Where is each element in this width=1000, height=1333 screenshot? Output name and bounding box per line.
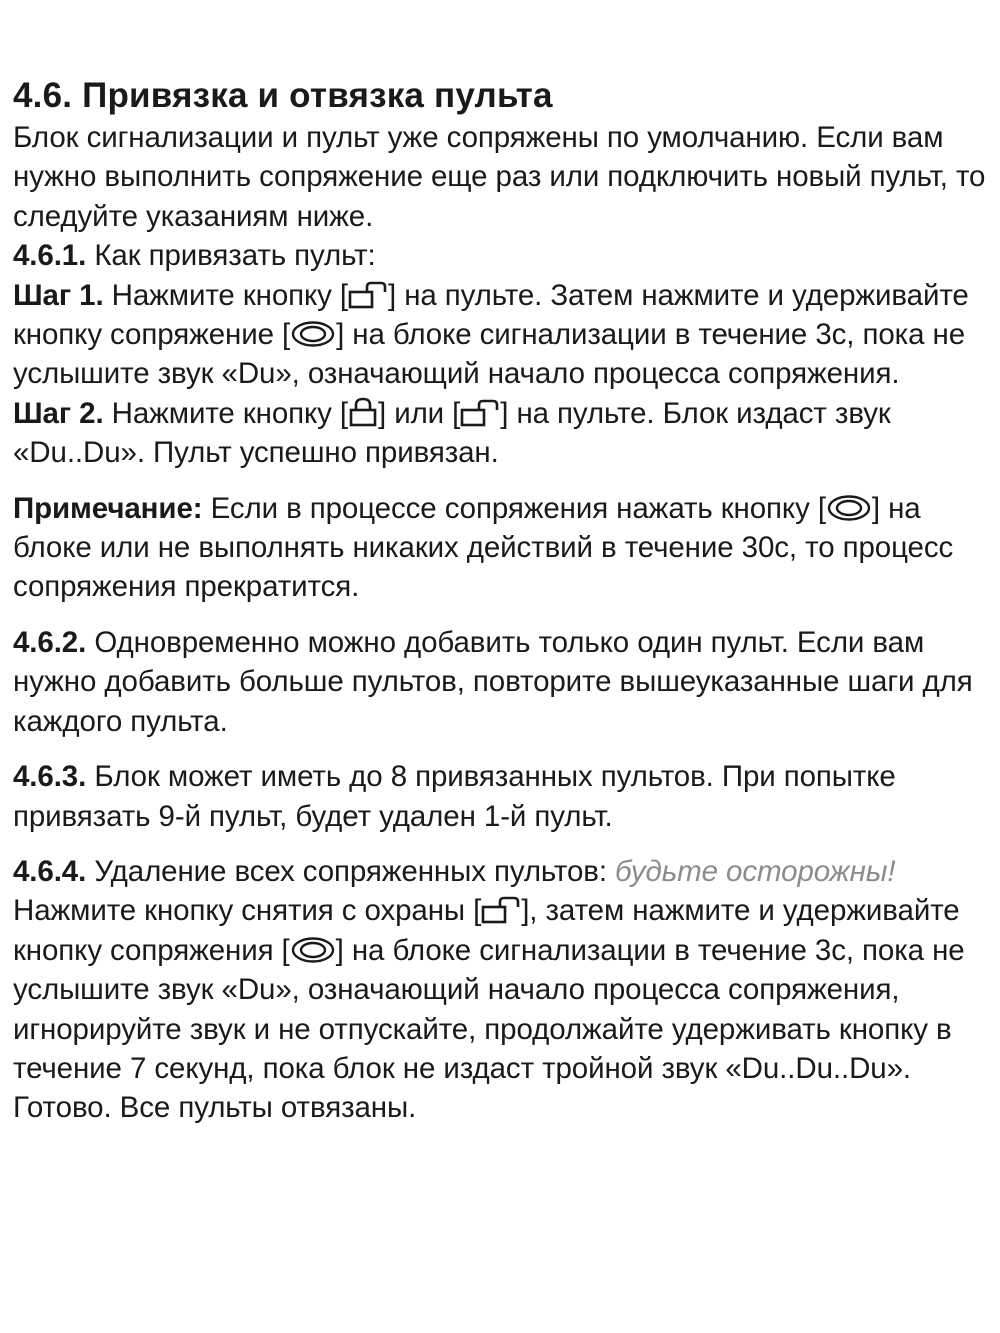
pair-button-icon bbox=[290, 936, 336, 964]
step-text: ] на блоке сигнализации в течение 3с, пока не услышите звук «Du», означающий начало процесса сопряжения. bbox=[13, 318, 966, 391]
unlock-icon bbox=[460, 399, 500, 427]
step-label: Шаг 1. bbox=[13, 278, 104, 312]
note-text: Если в процессе сопряжения нажать кнопку [ bbox=[202, 491, 826, 525]
pair-button-icon bbox=[290, 320, 336, 348]
subsection-number: 4.6.3. bbox=[13, 760, 87, 794]
section-intro: Блок сигнализации и пульт уже сопряжены по умолчанию. Если вам нужно выполнить сопряжение еще раз или подключить новый пульт, то следуйте указаниям ниже. bbox=[13, 121, 986, 233]
step-text: Нажмите кнопку [ bbox=[103, 396, 348, 430]
subsection-4-6-4 bbox=[13, 852, 988, 1128]
subsection-text: Нажмите кнопку снятия с охраны [ bbox=[13, 894, 482, 928]
subsection-4-6-2 bbox=[13, 623, 988, 741]
warning-text: будьте осторожны! bbox=[615, 854, 896, 888]
lock-icon bbox=[348, 397, 378, 427]
subsection-text: ] на блоке сигнализации в течение 3с, пока не услышите звук «Du», означающий начало процесса сопряжения, игнорируйте звук и не отпускайте, продолжайте удерживать кнопку в течение 7 секунд, пока блок не издаст тройной звук «Du..Du..Du». Готово. Все пульты отвязаны. bbox=[13, 933, 965, 1125]
pair-button-icon bbox=[826, 494, 872, 522]
subsection-number: 4.6.1. bbox=[13, 239, 87, 273]
subsection-number: 4.6.2. bbox=[13, 625, 87, 659]
subsection-text: Блок может иметь до 8 привязанных пультов. При попытке привязать 9-й пульт, будет удален 1-й пульт. bbox=[13, 760, 896, 833]
subsection-4-6-3 bbox=[13, 757, 988, 836]
manual-page bbox=[13, 74, 988, 1128]
note bbox=[13, 489, 988, 607]
step-label: Шаг 2. bbox=[13, 396, 104, 430]
spacer bbox=[13, 607, 988, 623]
subsection-text: ], затем нажмите и удерживайте кнопку сопряжения [ bbox=[13, 894, 960, 967]
subsection-number: 4.6.4. bbox=[13, 854, 87, 888]
note-text: ] на блоке или не выполнять никаких действий в течение 30с, то процесс сопряжения прекратится. bbox=[13, 491, 954, 604]
step-text: Нажмите кнопку [ bbox=[103, 278, 348, 312]
step-text: ] на пульте. Блок издаст звук «Du..Du». Пульт успешно привязан. bbox=[13, 396, 891, 470]
spacer bbox=[13, 741, 988, 757]
unlock-icon bbox=[348, 281, 388, 309]
step-1 bbox=[13, 276, 988, 394]
unlock-icon bbox=[481, 896, 521, 924]
subsection-text: Удаление всех сопряженных пультов: bbox=[86, 854, 616, 888]
spacer bbox=[13, 836, 988, 852]
subsection-text: Одновременно можно добавить только один пульт. Если вам нужно добавить больше пультов, повторите вышеуказанные шаги для каждого пульта. bbox=[13, 625, 973, 738]
subsection-text: Как привязать пульт: bbox=[86, 239, 376, 273]
section-title: 4.6. Привязка и отвязка пульта bbox=[13, 76, 553, 115]
spacer bbox=[13, 473, 988, 489]
step-text: ] или [ bbox=[378, 396, 461, 430]
note-label: Примечание: bbox=[13, 491, 203, 525]
step-text: ] на пульте. Затем нажмите и удерживайте кнопку сопряжение [ bbox=[13, 278, 969, 352]
subsection-4-6-1 bbox=[13, 236, 988, 275]
step-2 bbox=[13, 394, 988, 473]
